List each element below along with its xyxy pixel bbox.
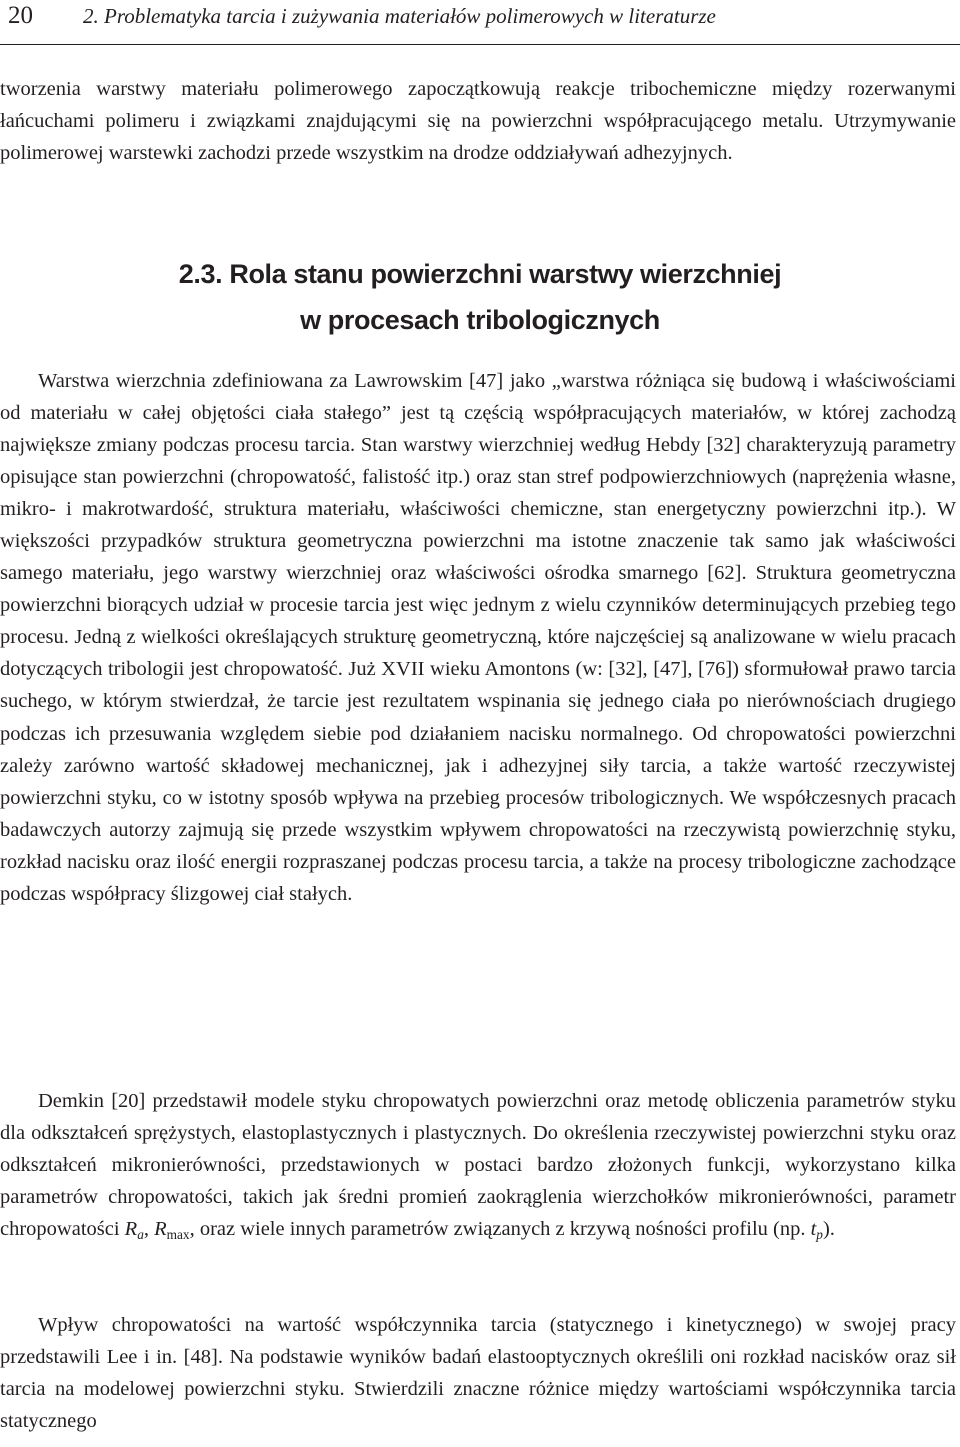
section-title-line2: w procesach tribologicznych xyxy=(300,305,660,335)
paragraph-2-text-b: , oraz wiele innych parametrów związanych z krzywą nośności profilu (np. xyxy=(189,1218,811,1241)
paragraph-2-text-a: Demkin [20] przedstawił modele styku chropowatych powierzchni oraz metodę obliczenia parametrów styku dla odkształceń sprężystych, elastoplastycznych i plastycznych. Do określenia rzeczywistej powierzchni styku oraz odkształceń mikronierówności, przedstawionych w postaci bardzo złożonych funkcji, wykorzystano kilka parametrów chropowatości, takich jak średni promień zaokrąglenia wierzchołków mikronierówności, parametr chropowatości xyxy=(0,1090,956,1241)
roughness-symbol-ra: $R_a$ xyxy=(124,1218,144,1243)
section-heading xyxy=(0,251,960,343)
bearing-symbol-tp: $t_p$ xyxy=(810,1218,823,1243)
roughness-symbol-rmax: R xyxy=(154,1218,167,1241)
roughness-symbol-rmax-sub: max xyxy=(166,1227,190,1243)
running-head: 2. Problematyka tarcia i zużywania materiałów polimerowych w literaturze xyxy=(83,4,716,28)
section-title-line1: Rola stanu powierzchni warstwy wierzchniej xyxy=(229,259,782,289)
intro-paragraph: tworzenia warstwy materiału polimerowego zapoczątkowują reakcje tribochemiczne między rozerwanymi łańcuchami polimeru i związkami znajdującymi się na powierzchni współpracującego metalu. Utrzymywanie polimerowej warstewki zachodzi przede wszystkim na drodze oddziaływań adhezyjnych. xyxy=(0,78,956,165)
paragraph-3: Wpływ chropowatości na wartość współczynnika tarcia (statycznego i kinetycznego) w swojej pracy przedstawili Lee i in. [48]. Na podstawie wyników badań elastooptycznych określili oni rozkład nacisków oraz sił tarcia na modelowej powierzchni styku. Stwierdzili znaczne różnice między wartościami współczynnika tarcia statycznego xyxy=(0,1314,956,1433)
page-number: 20 xyxy=(8,2,33,29)
paragraph-1: Warstwa wierzchnia zdefiniowana za Lawrowskim [47] jako „warstwa różniąca się budową i właściwościami od materiału w całej objętości ciała stałego” jest tą częścią współpracujących materiałów, w której zachodzą największe zmiany podczas procesu tarcia. Stan warstwy wierzchniej według Hebdy [32] charakteryzują parametry opisujące stan powierzchni (chropowatość, falistość itp.) oraz stan stref podpowierzchniowych (naprężenia własne, mikro- i makrotwardość, struktura materiału, właściwości chemiczne, stan energetyczny powierzchni itp.). W większości przypadków struktura geometryczna powierzchni ma istotne znaczenie tak samo jak właściwości samego materiału, jego warstwy wierzchniej oraz właściwości ośrodka smarnego [62]. Struktura geometryczna powierzchni biorących udział w procesie tarcia jest więc jednym z wielu czynników determinujących przebieg tego procesu. Jedną z wielkości określających strukturę geometryczną, które najczęściej są analizowane w wielu pracach dotyczących tribologii jest chropowatość. Już XVII wieku Amontons (w: [32], [47], [76]) sformułował prawo tarcia suchego, w którym stwierdzał, że tarcie jest rezultatem wspinania się jednego ciała po nierównościach drugiego podczas ich przesuwania względem siebie pod działaniem nacisku normalnego. Od chropowatości powierzchni zależy zarówno wartość składowej mechanicznej, jak i adhezyjnej siły tarcia, a także wartość rzeczywistej powierzchni styku, co w istotny sposób wpływa na przebieg procesów tribologicznych. We współczesnych pracach badawczych autorzy zajmują się przede wszystkim wpływem chropowatości na rzeczywistą powierzchnię styku, rozkład nacisku oraz ilość energii rozpraszanej podczas procesu tarcia, a także na procesy tribologiczne zachodzące podczas współpracy ślizgowej ciał stałych. xyxy=(0,370,956,905)
paragraph-2: Demkin [20] przedstawił modele styku chropowatych powierzchni oraz metodę obliczenia parametrów styku dla odkształceń sprężystych, elastoplastycznych i plastycznych. Do określenia rzeczywistej powierzchni styku oraz odkształceń mikronierówności, przedstawionych w postaci bardzo złożonych funkcji, wykorzystano kilka parametrów chropowatości, takich jak średni promień zaokrąglenia wierzchołków mikronierówności, parametr chropowatości $R_a$, $R_{max}$, oraz wiele innych parametrów związanych z krzywą nośności profilu (np. $t_p$). xyxy=(0,1090,956,1243)
section-number: 2.3. xyxy=(178,259,223,289)
header-rule xyxy=(0,44,960,45)
